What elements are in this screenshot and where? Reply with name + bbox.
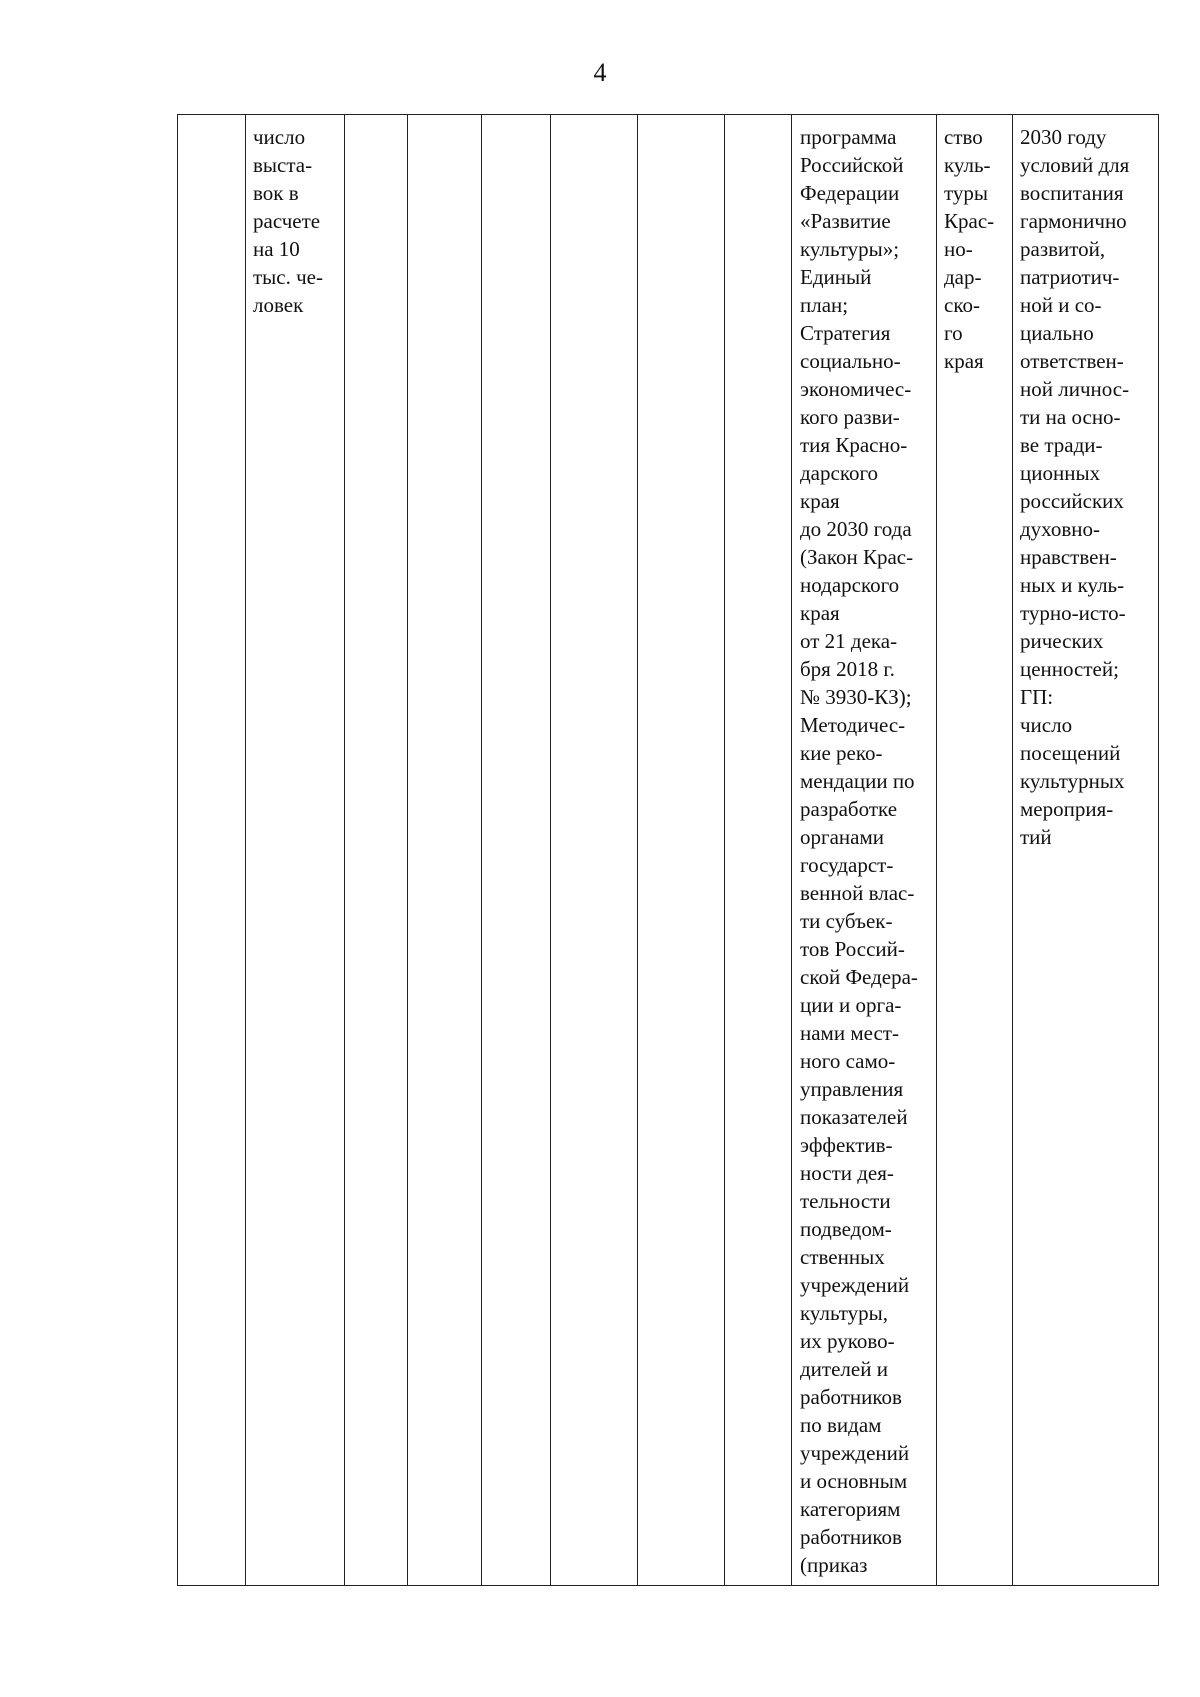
source-documents-cell: программа Российской Федерации «Развитие культуры»; Единый план; Стратегия социально- экономичес- кого разви- тия Красно- дарского края до 2030 года (Закон Крас- нодарского края от 21 дека- бря 2018 г. № 3930-КЗ); Методичес- кие реко- мендации по разработке органами государст- венной влас- ти субъек- тов Россий- ской Федера- ции и орга- нами мест- ного само- управления показателей эффектив- ности дея- тельности подведом- ственных учреждений культуры, их руково- дителей и работников по видам учреждений и основным категориям работников (приказ [792, 115, 937, 1586]
table-row [178, 115, 1159, 1586]
page-number: 4 [593, 58, 607, 87]
goals-cell: 2030 году условий для воспитания гармонично развитой, патриотич- ной и со- циально ответствен- ной личнос- ти на осно- ве тради- ционных российских духовно- нравствен- ных и куль- турно-исто- рических ценностей; ГП: число посещений культурных мероприя- тий [1013, 115, 1159, 1586]
table-cell-7 [638, 115, 725, 1586]
table-cell-6 [551, 115, 638, 1586]
responsible-cell: ство куль- туры Крас- но- дар- ско- го края [937, 115, 1013, 1586]
table-cell-5 [482, 115, 551, 1586]
indicator-cell: число выста- вок в расчете на 10 тыс. че- ловек [246, 115, 345, 1586]
table-cell-1 [178, 115, 246, 1586]
continuation-table [177, 114, 1159, 1586]
table-cell-3 [345, 115, 408, 1586]
table-cell-8 [725, 115, 792, 1586]
table-cell-4 [408, 115, 482, 1586]
